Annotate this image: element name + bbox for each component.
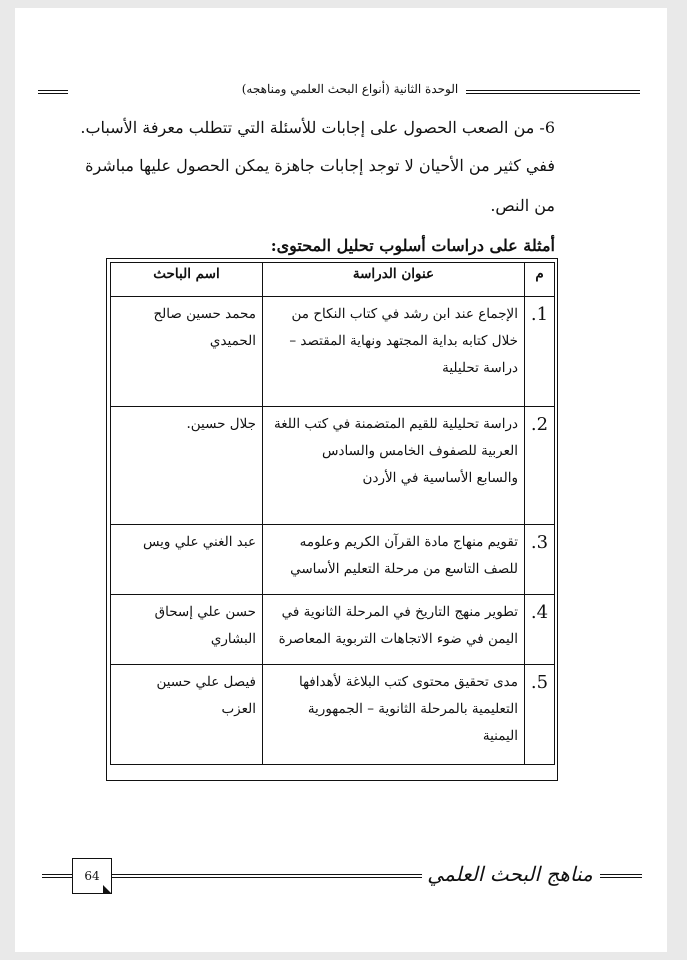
table-row [111,525,555,595]
paragraph-continuation: ففي كثير من الأحيان لا توجد إجابات جاهزة يمكن الحصول عليها مباشرة [85,156,555,175]
row-number: 2. [525,407,555,525]
researcher-name [111,525,263,595]
paragraph-point-6: 6- من الصعب الحصول على إجابات للأسئلة التي تتطلب معرفة الأسباب. [80,118,555,137]
page-number-box [72,858,112,894]
footer-brand-calligraphy: مناهج البحث العلمي [427,862,593,886]
row-number: 3. [525,525,555,595]
author-line: فيصل علي حسين [156,674,256,690]
author-line: حسن علي إسحاق [154,604,256,620]
header-number: م [525,263,555,297]
title-line: الإجماع عند ابن رشد في كتاب النكاح من [291,306,518,322]
title-line: تطوير منهج التاريخ في المرحلة الثانوية في [281,604,518,620]
title-line: اليمنية [482,728,518,744]
table-header-row [111,263,555,297]
study-title [263,297,525,407]
paragraph-end: من النص. [490,196,555,215]
author-line: عبد الغني علي ويس [142,534,256,550]
footer-rule-middle [112,874,422,878]
header-study-title: عنوان الدراسة [263,263,525,297]
page-number: 64 [84,869,100,883]
footer-rule-right [600,874,642,878]
researcher-name [111,595,263,665]
title-line: مدى تحقيق محتوى كتب البلاغة لأهدافها [298,674,518,690]
footer-rule-left [42,874,72,878]
page-fold-icon [103,885,112,894]
title-line: للصف التاسع من مرحلة التعليم الأساسي [290,561,518,577]
title-line: العربية للصفوف الخامس والسادس [321,443,518,459]
study-title [263,665,525,765]
title-line: تقويم منهاج مادة القرآن الكريم وعلومه [299,534,518,550]
header-rule-left [38,90,68,94]
title-line: التعليمية بالمرحلة الثانوية – الجمهورية [307,701,518,717]
study-title [263,525,525,595]
running-header [70,80,630,98]
row-number: 4. [525,595,555,665]
author-line: جلال حسين. [186,416,256,432]
running-header-text: الوحدة الثانية (أنواع البحث العلمي ومناهجه) [234,82,467,96]
studies-table [110,262,555,765]
study-title [263,407,525,525]
title-line: خلال كتابه بداية المجتهد ونهاية المقتصد – [289,333,518,349]
row-number: 1. [525,297,555,407]
author-line: البشاري [210,631,256,647]
author-line: الحميدي [209,333,256,349]
study-title [263,595,525,665]
researcher-name [111,297,263,407]
researcher-name [111,407,263,525]
table-row [111,665,555,765]
table-row [111,595,555,665]
title-line: دراسة تحليلية للقيم المتضمنة في كتب اللغة [274,416,518,432]
table-row [111,297,555,407]
table-row [111,407,555,525]
author-line: العزب [221,701,256,717]
section-title: أمثلة على دراسات أسلوب تحليل المحتوى: [270,236,555,255]
row-number: 5. [525,665,555,765]
title-line: والسابع الأساسية في الأردن [362,470,518,486]
author-line: محمد حسين صالح [153,306,256,322]
title-line: دراسة تحليلية [442,360,518,376]
header-researcher-name: اسم الباحث [111,263,263,297]
researcher-name [111,665,263,765]
title-line: اليمن في ضوء الاتجاهات التربوية المعاصرة [278,631,518,647]
